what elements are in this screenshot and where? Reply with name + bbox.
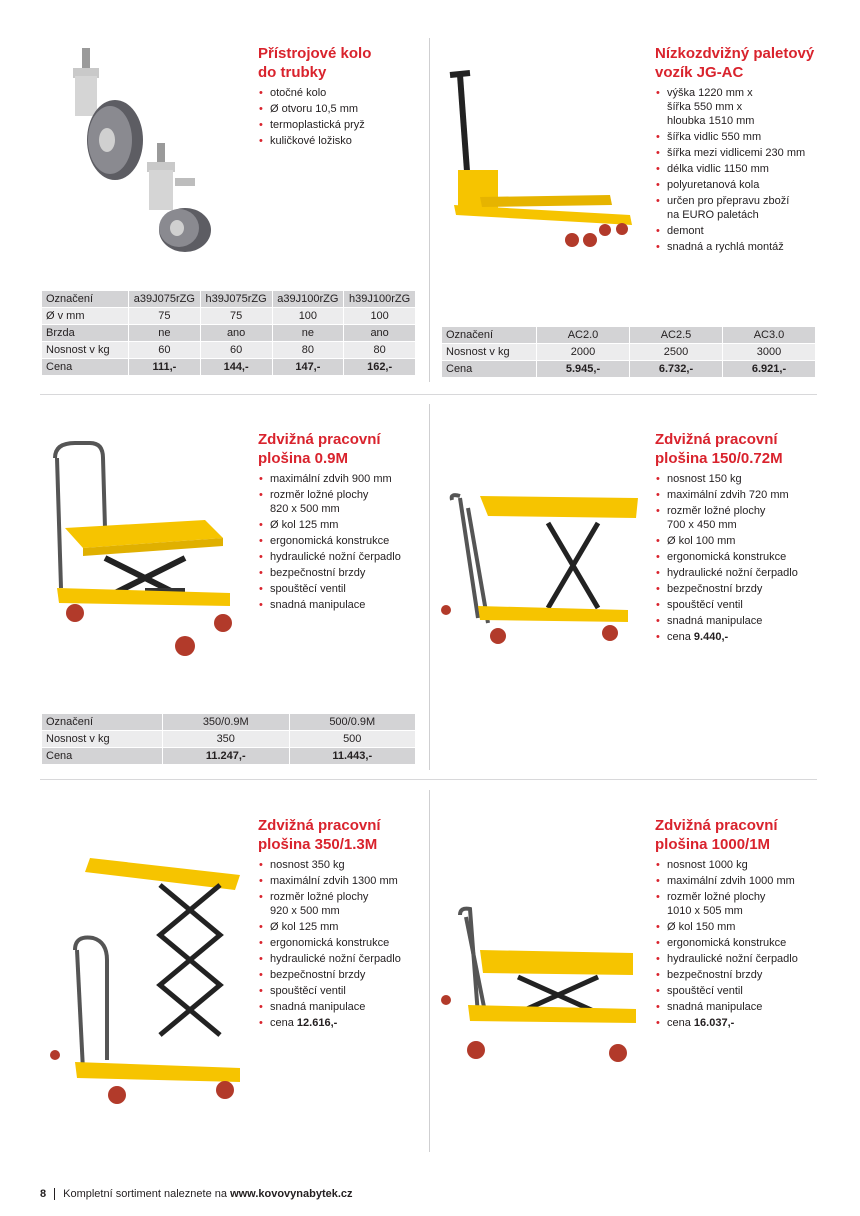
column-divider-middle bbox=[429, 404, 430, 770]
feature-item: • Ø kol 125 mm bbox=[258, 920, 423, 934]
product-title: Zdvižná pracovní plošina 150/0.72M bbox=[655, 431, 783, 467]
feature-item: • šířka vidlic 550 mm bbox=[655, 130, 820, 144]
table-row: Ø v mm 75 75 100 100 bbox=[42, 308, 416, 325]
feature-item: • ergonomická konstrukce bbox=[655, 936, 820, 950]
feature-item: • Ø kol 100 mm bbox=[655, 534, 820, 548]
feature-item: • snadná manipulace bbox=[655, 614, 820, 628]
table-row: Brzda ne ano ne ano bbox=[42, 325, 416, 342]
feature-item: • termoplastická pryž bbox=[258, 118, 423, 132]
feature-item: • nosnost 150 kg bbox=[655, 472, 820, 486]
product-title: Přístrojové kolo do trubky bbox=[258, 45, 372, 81]
table-row: Nosnost v kg 350 500 bbox=[42, 731, 416, 748]
feature-item: • Ø otvoru 10,5 mm bbox=[258, 102, 423, 116]
feature-item: • maximální zdvih 1000 mm bbox=[655, 874, 820, 888]
row-divider-2 bbox=[40, 779, 817, 780]
feature-item: • bezpečnostní brzdy bbox=[655, 582, 820, 596]
feature-item: • ergonomická konstrukce bbox=[258, 534, 423, 548]
feature-list bbox=[258, 858, 423, 1030]
row-divider-1 bbox=[40, 394, 817, 395]
feature-item: • spouštěcí ventil bbox=[258, 984, 423, 998]
lift-table-150-0-72m-image bbox=[438, 488, 643, 648]
feature-item: • hydraulické nožní čerpadlo bbox=[655, 566, 820, 580]
feature-item: • bezpečnostní brzdy bbox=[258, 566, 423, 580]
feature-item: • maximální zdvih 1300 mm bbox=[258, 874, 423, 888]
feature-item: • ergonomická konstrukce bbox=[655, 550, 820, 564]
feature-item: • rozměr ložné plochy 820 x 500 mm bbox=[258, 488, 423, 516]
price: 9.440,- bbox=[693, 631, 729, 643]
product-lift-table-150-0-72m bbox=[655, 430, 820, 646]
feature-list bbox=[655, 858, 820, 1030]
product-pallet-truck bbox=[655, 44, 820, 256]
feature-list bbox=[258, 86, 423, 148]
feature-item-price: • cena 9.440,- bbox=[655, 630, 820, 644]
product-lift-table-1000-1m bbox=[655, 816, 820, 1032]
product-lift-table-350-1-3m bbox=[258, 816, 423, 1032]
product-title: Zdvižná pracovní plošina 1000/1M bbox=[655, 817, 778, 853]
table-row: Cena 111,- 144,- 147,- 162,- bbox=[42, 359, 416, 376]
feature-item: • otočné kolo bbox=[258, 86, 423, 100]
column-divider-bottom bbox=[429, 790, 430, 1152]
table-row: Cena 11.247,- 11.443,- bbox=[42, 748, 416, 765]
feature-item: • Ø kol 150 mm bbox=[655, 920, 820, 934]
price: 12.616,- bbox=[296, 1017, 338, 1029]
footer-text: Kompletní sortiment naleznete na bbox=[63, 1188, 231, 1200]
page-number: 8 bbox=[40, 1188, 55, 1200]
feature-item: • polyuretanová kola bbox=[655, 178, 820, 192]
feature-item: • spouštěcí ventil bbox=[258, 582, 423, 596]
lift-table-1000-1m-image bbox=[438, 905, 643, 1065]
table-row: Označení a39J075rZG h39J075rZG a39J100rZG h39J100rZG bbox=[42, 291, 416, 308]
feature-item: • maximální zdvih 900 mm bbox=[258, 472, 423, 486]
footer-link[interactable]: www.kovovynabytek.cz bbox=[230, 1188, 353, 1200]
feature-item: • snadná manipulace bbox=[655, 1000, 820, 1014]
feature-list bbox=[655, 86, 820, 254]
product-caster bbox=[258, 44, 423, 150]
column-divider-top bbox=[429, 38, 430, 382]
feature-item: • demont bbox=[655, 224, 820, 238]
feature-list bbox=[655, 472, 820, 644]
feature-item: • délka vidlic 1150 mm bbox=[655, 162, 820, 176]
page-footer bbox=[40, 1188, 353, 1200]
feature-item: • určen pro přepravu zboží na EURO paletách bbox=[655, 194, 820, 222]
feature-item: • spouštěcí ventil bbox=[655, 984, 820, 998]
spec-table-pallet-truck bbox=[442, 327, 816, 378]
feature-item: • hydraulické nožní čerpadlo bbox=[258, 550, 423, 564]
product-title: Nízkozdvižný paletový vozík JG-AC bbox=[655, 45, 815, 81]
feature-item: • rozměr ložné plochy 1010 x 505 mm bbox=[655, 890, 820, 918]
lift-table-350-1-3m-image bbox=[45, 850, 245, 1115]
product-title: Zdvižná pracovní plošina 350/1.3M bbox=[258, 817, 381, 853]
table-row: Nosnost v kg 60 60 80 80 bbox=[42, 342, 416, 359]
feature-item: • bezpečnostní brzdy bbox=[655, 968, 820, 982]
feature-item: • hydraulické nožní čerpadlo bbox=[258, 952, 423, 966]
feature-item: • snadná manipulace bbox=[258, 598, 423, 612]
table-row: Cena 5.945,- 6.732,- 6.921,- bbox=[442, 361, 816, 378]
feature-list bbox=[258, 472, 423, 612]
table-row: Označení 350/0.9M 500/0.9M bbox=[42, 714, 416, 731]
lift-table-0-9m-image bbox=[45, 438, 240, 663]
spec-table-caster bbox=[42, 291, 416, 376]
feature-item: • bezpečnostní brzdy bbox=[258, 968, 423, 982]
feature-item: • maximální zdvih 720 mm bbox=[655, 488, 820, 502]
pallet-truck-image bbox=[440, 65, 640, 260]
product-lift-table-0-9m bbox=[258, 430, 423, 614]
feature-item: • rozměr ložné plochy 700 x 450 mm bbox=[655, 504, 820, 532]
feature-item: • ergonomická konstrukce bbox=[258, 936, 423, 950]
price: 16.037,- bbox=[693, 1017, 735, 1029]
product-title: Zdvižná pracovní plošina 0.9M bbox=[258, 431, 381, 467]
feature-item: • snadná manipulace bbox=[258, 1000, 423, 1014]
table-row: Označení AC2.0 AC2.5 AC3.0 bbox=[442, 327, 816, 344]
feature-item: • šířka mezi vidlicemi 230 mm bbox=[655, 146, 820, 160]
feature-item: • hydraulické nožní čerpadlo bbox=[655, 952, 820, 966]
feature-item: • výška 1220 mm x šířka 550 mm x hloubka 1510 mm bbox=[655, 86, 820, 128]
feature-item: • rozměr ložné plochy 920 x 500 mm bbox=[258, 890, 423, 918]
feature-item-price: • cena 12.616,- bbox=[258, 1016, 423, 1030]
feature-item: • spouštěcí ventil bbox=[655, 598, 820, 612]
spec-table-lift-table-0-9m bbox=[42, 714, 416, 765]
feature-item: • snadná a rychlá montáž bbox=[655, 240, 820, 254]
table-row: Nosnost v kg 2000 2500 3000 bbox=[442, 344, 816, 361]
feature-item: • Ø kol 125 mm bbox=[258, 518, 423, 532]
feature-item-price: • cena 16.037,- bbox=[655, 1016, 820, 1030]
feature-item: • nosnost 1000 kg bbox=[655, 858, 820, 872]
feature-item: • kuličkové ložisko bbox=[258, 134, 423, 148]
caster-wheel-image bbox=[55, 40, 235, 255]
feature-item: • nosnost 350 kg bbox=[258, 858, 423, 872]
